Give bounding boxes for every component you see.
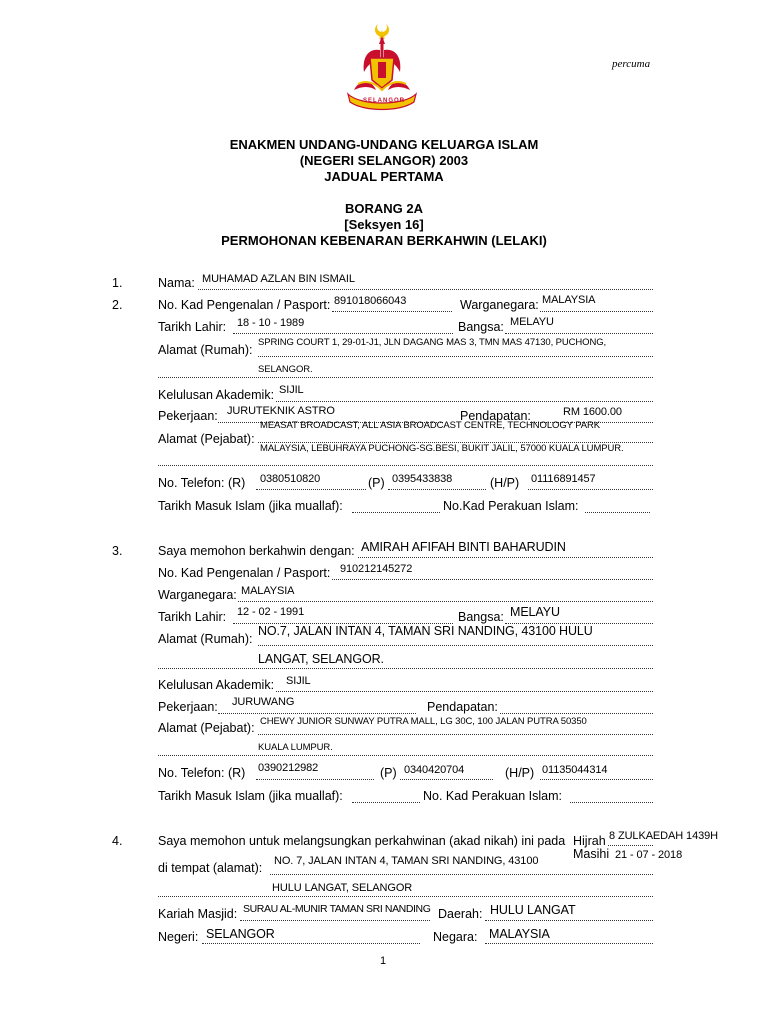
emblem-banner-text: SELANGOR <box>363 98 406 104</box>
tel-r-value[interactable]: 0380510820 <box>260 473 321 485</box>
kerja-value[interactable]: JURUTEKNIK ASTRO <box>227 405 335 417</box>
gaji3-line <box>500 713 653 714</box>
item-number-4: 4. <box>112 834 123 848</box>
rumah3-line-1 <box>258 645 653 646</box>
daerah-value[interactable]: HULU LANGAT <box>490 903 576 917</box>
rumah-line-1 <box>258 356 653 357</box>
kahwin-label: Saya memohon berkahwin dengan: <box>158 544 355 558</box>
daerah-line <box>485 920 653 921</box>
tempat-value-2[interactable]: HULU LANGAT, SELANGOR <box>272 882 413 894</box>
lahir3-label: Tarikh Lahir: <box>158 610 227 624</box>
rumah-line-2 <box>158 377 653 378</box>
rumah-value-1[interactable]: SPRING COURT 1, 29-01-J1, JLN DAGANG MAS 3, TMN MAS 47130, PUCHONG, <box>258 337 607 348</box>
islam3-line <box>352 802 420 803</box>
akad3-value[interactable]: SIJIL <box>286 675 311 687</box>
islam-label: Tarikh Masuk Islam (jika muallaf): <box>158 499 343 513</box>
perakuan-label: No.Kad Perakuan Islam: <box>443 499 579 513</box>
tel3-label: No. Telefon: (R) <box>158 766 246 780</box>
item-number-1: 1. <box>112 276 123 290</box>
title-line-3: JADUAL PERTAMA <box>324 169 444 184</box>
tel3-p-label: (P) <box>380 766 397 780</box>
rumah3-line-2 <box>158 668 653 669</box>
bangsa3-value[interactable]: MELAYU <box>510 605 560 619</box>
akad-value[interactable]: SIJIL <box>279 384 304 396</box>
nama-line <box>198 289 653 290</box>
negara-line <box>485 943 653 944</box>
corner-note: percuma <box>612 58 651 70</box>
ic-value[interactable]: 891018066043 <box>334 295 407 307</box>
tel3-p-line <box>400 779 493 780</box>
gaji-label: Pendapatan: <box>460 409 531 423</box>
title-line-2: (NEGERI SELANGOR) 2003 <box>299 153 469 168</box>
daerah-label: Daerah: <box>438 907 483 921</box>
tel3-hp-value[interactable]: 01135044314 <box>542 764 608 776</box>
title-line-1: ENAKMEN UNDANG-UNDANG KELUARGA ISLAM <box>229 137 539 152</box>
warga3-label: Warganegara: <box>158 588 237 602</box>
lahir-label: Tarikh Lahir: <box>158 320 227 334</box>
pejabat3-line-1 <box>258 734 653 735</box>
form-number: BORANG 2A <box>344 201 423 216</box>
kerja3-line <box>218 713 416 714</box>
tel-hp-line <box>528 489 653 490</box>
pejabat-line-2 <box>158 465 653 466</box>
islam-line <box>352 512 440 513</box>
negara-value[interactable]: MALAYSIA <box>489 927 550 941</box>
page-number: 1 <box>380 955 387 967</box>
kariah-value[interactable]: SURAU AL-MUNIR TAMAN SRI NANDING <box>243 903 431 915</box>
ic3-value[interactable]: 910212145272 <box>340 563 413 575</box>
negeri-value[interactable]: SELANGOR <box>206 927 275 941</box>
kerja-label: Pekerjaan: <box>158 409 218 423</box>
perakuan-line <box>585 512 650 513</box>
tempat-line-1 <box>270 874 653 875</box>
akad-nikah-label: Saya memohon untuk melangsungkan perkahwinan (akad nikah) ini pada <box>158 834 566 848</box>
tel-p-line <box>388 489 486 490</box>
akad-label: Kelulusan Akademik: <box>158 388 275 402</box>
kerja3-value[interactable]: JURUWANG <box>232 696 295 708</box>
item-number-2: 2. <box>112 298 123 312</box>
item-number-3: 3. <box>112 544 123 558</box>
tempat-value-1[interactable]: NO. 7, JALAN INTAN 4, TAMAN SRI NANDING, 43100 <box>274 855 539 867</box>
rumah-label: Alamat (Rumah): <box>158 343 253 357</box>
bangsa3-label: Bangsa: <box>458 610 504 624</box>
pejabat-value-2[interactable]: MALAYSIA, LEBUHRAYA PUCHONG-SG.BESI, BUKIT JALIL, 57000 KUALA LUMPUR. <box>260 443 624 454</box>
warga3-value[interactable]: MALAYSIA <box>241 585 295 597</box>
ic3-label: No. Kad Pengenalan / Pasport: <box>158 566 331 580</box>
negara-label: Negara: <box>433 930 478 944</box>
masihi-value[interactable]: 21 - 07 - 2018 <box>615 849 683 861</box>
warga-label: Warganegara: <box>460 298 539 312</box>
ic-line <box>332 311 452 312</box>
hijrah-line <box>608 845 653 846</box>
islam3-label: Tarikh Masuk Islam (jika muallaf): <box>158 789 343 803</box>
tel-p-value[interactable]: 0395433838 <box>392 473 453 485</box>
pejabat3-value-2[interactable]: KUALA LUMPUR. <box>258 742 333 753</box>
tel3-p-value[interactable]: 0340420704 <box>404 764 465 776</box>
lahir3-value[interactable]: 12 - 02 - 1991 <box>237 606 305 618</box>
tel-p-label: (P) <box>368 476 385 490</box>
gaji3-label: Pendapatan: <box>427 700 498 714</box>
kerja3-label: Pekerjaan: <box>158 700 218 714</box>
tel-label: No. Telefon: (R) <box>158 476 246 490</box>
rumah3-label: Alamat (Rumah): <box>158 632 253 646</box>
warga-value[interactable]: MALAYSIA <box>542 294 596 306</box>
bangsa-label: Bangsa: <box>458 320 504 334</box>
negeri-label: Negeri: <box>158 930 199 944</box>
bangsa-value[interactable]: MELAYU <box>510 316 554 328</box>
masihi-label: Masihi <box>573 847 610 861</box>
tel-r-line <box>256 489 366 490</box>
hijrah-value[interactable]: 8 ZULKAEDAH 1439H <box>609 830 718 842</box>
lahir-value[interactable]: 18 - 10 - 1989 <box>237 317 305 329</box>
gaji-value[interactable]: RM 1600.00 <box>563 406 622 418</box>
tel3-r-value[interactable]: 0390212982 <box>258 762 319 774</box>
negeri-line <box>202 943 420 944</box>
pejabat3-line-2 <box>158 755 653 756</box>
hijrah-label: Hijrah <box>573 834 606 848</box>
rumah3-value-1[interactable]: NO.7, JALAN INTAN 4, TAMAN SRI NANDING, 43100 HULU <box>258 624 593 638</box>
bangsa-line <box>505 333 653 334</box>
tempat-line-2 <box>158 896 653 897</box>
tempat-label: di tempat (alamat): <box>158 861 263 875</box>
ic3-line <box>332 579 653 580</box>
ic-label: No. Kad Pengenalan / Pasport: <box>158 298 331 312</box>
pejabat3-value-1[interactable]: CHEWY JUNIOR SUNWAY PUTRA MALL, LG 30C, 100 JALAN PUTRA 50350 <box>260 716 587 727</box>
kariah-line <box>240 920 430 921</box>
kahwin-value[interactable]: AMIRAH AFIFAH BINTI BAHARUDIN <box>361 540 566 554</box>
nama-value[interactable]: MUHAMAD AZLAN BIN ISMAIL <box>202 273 355 285</box>
kariah-label: Kariah Masjid: <box>158 907 238 921</box>
rumah-value-2[interactable]: SELANGOR. <box>258 364 313 375</box>
form-subject: PERMOHONAN KEBENARAN BERKAHWIN (LELAKI) <box>221 233 547 248</box>
perakuan3-line <box>570 802 653 803</box>
tel3-hp-line <box>540 779 653 780</box>
akad3-label: Kelulusan Akademik: <box>158 678 275 692</box>
kahwin-line <box>358 557 653 558</box>
perakuan3-label: No. Kad Perakuan Islam: <box>423 789 562 803</box>
akad-line <box>276 401 653 402</box>
lahir-line <box>233 333 453 334</box>
pejabat3-label: Alamat (Pejabat): <box>158 721 255 735</box>
rumah3-value-2[interactable]: LANGAT, SELANGOR. <box>258 652 384 666</box>
warga3-line <box>238 601 653 602</box>
tel-hp-label: (H/P) <box>490 476 520 490</box>
warga-line <box>540 311 653 312</box>
tel3-hp-label: (H/P) <box>505 766 535 780</box>
tel-hp-value[interactable]: 01116891457 <box>531 473 596 485</box>
pejabat-value-1[interactable]: MEASAT BROADCAST, ALL ASIA BROADCAST CENTRE, TECHNOLOGY PARK <box>260 420 600 431</box>
pejabat-label: Alamat (Pejabat): <box>158 432 255 446</box>
akad3-line <box>276 691 653 692</box>
form-section: [Seksyen 16] <box>344 217 424 232</box>
tel3-r-line <box>256 779 374 780</box>
nama-label: Nama: <box>158 276 195 290</box>
